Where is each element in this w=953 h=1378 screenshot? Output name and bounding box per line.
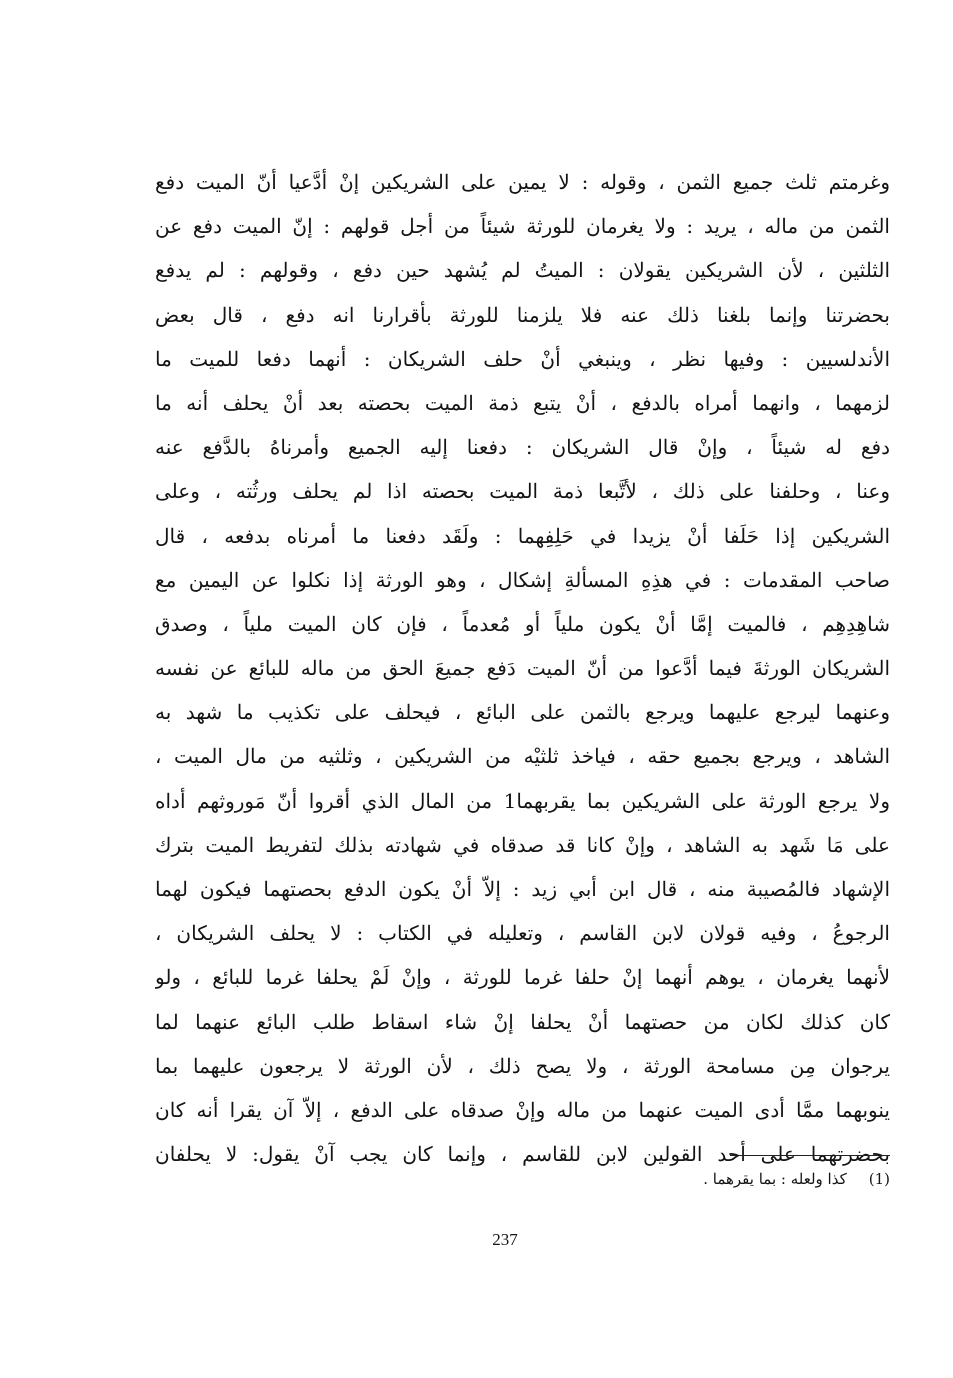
text-line: الأندلسيين : وفيها نظر ، وينبغي أنْ حلف الشريكان : أنهما دفعا للميت ما — [155, 346, 890, 371]
text-line: الشاهد ، ويرجع بجميع حقه ، فياخذ ثلثيْه من الشريكين ، وثلثيه من مال الميت ، — [155, 744, 890, 769]
text-line: يرجوان مِن مسامحة الورثة ، ولا يصح ذلك ، لأن الورثة لا يرجعون عليهما بما — [155, 1053, 890, 1078]
text-line: شاهِدِهِم ، فالميت إمَّا أنْ يكون ملياً أو مُعدماً ، فإن كان الميت ملياً ، وصدق — [155, 611, 890, 636]
text-line: على مَا شَهد به الشاهد ، وإنْ كانا قد صدقاه في شهادته بذلك لتفريط الميت بترك — [155, 832, 890, 857]
text-line: الإشهاد فالمُصيبة منه ، قال ابن أبي زيد : إلاّ أنْ يكون الدفع بحصتهما فيكون لهما — [155, 877, 890, 901]
text-line: وعنا ، وحلفنا على ذلك ، لأتَّبعا ذمة الميت بحصته اذا لم يحلف ورثُته ، وعلى — [155, 479, 890, 504]
text-line: الثمن من ماله ، يريد : ولا يغرمان للورثة شيئاً من أجل قولهم : إنّ الميت دفع عن — [155, 214, 890, 239]
text-line: كان كذلك لكان من حصتهما أنْ يحلفا إنْ شاء اسقاط طلب البائع عنهما لما — [155, 1009, 890, 1034]
footnote-separator — [730, 1155, 890, 1156]
footnote-text: كذا ولعله : بما يقرهما . — [703, 1170, 847, 1188]
text-line: ينوبهما ممَّا أدى الميت عنهما من ماله وإنْ صدقاه على الدفع ، إلاّ آن يقرا أنه كان — [155, 1097, 890, 1122]
text-line: لزمهما ، وانهما أمراه بالدفع ، أنْ يتبع ذمة الميت بحصته بعد أنْ يحلف أنه ما — [155, 390, 890, 415]
text-line: الثلثين ، لأن الشريكين يقولان : الميتُ لم يُشهد حين دفع ، وقولهم : لم يدفع — [155, 258, 890, 283]
text-line: لأنهما يغرمان ، يوهم أنهما إنْ حلفا غرما للورثة ، وإنْ لَمْ يحلفا غرما للبائع ، ولو — [155, 965, 890, 990]
page-number: 237 — [492, 1230, 518, 1249]
footnote-marker: (1) — [868, 1170, 890, 1188]
text-line: بحضرتنا وإنما بلغنا ذلك عنه فلا يلزمنا للورثة بأقرارنا انه دفع ، قال بعض — [155, 302, 890, 327]
text-line: الرجوعُ ، وفيه قولان لابن القاسم ، وتعليله في الكتاب : لا يحلف الشريكان ، — [155, 921, 890, 946]
text-line: بحضرتهما على أحد القولين لابن للقاسم ، وإنما كان يجب آنْ يقول: لا يحلفان — [155, 1142, 890, 1167]
footnote — [560, 1164, 890, 1194]
main-text-block — [155, 160, 890, 1176]
text-line: صاحب المقدمات : في هذِهِ المسألةِ إشكال ، وهو الورثة إذا نكلوا عن اليمين مع — [155, 567, 890, 592]
text-line: دفع له شيئاً ، وإنْ قال الشريكان : دفعنا إليه الجميع وأمرناهُ بالدَّفع عنه — [155, 435, 890, 460]
text-line: وعنهما ليرجع عليهما ويرجع بالثمن على البائع ، فيحلف على تكذيب ما شهد به — [155, 700, 890, 725]
text-line: الشريكين إذا حَلَفا أنْ يزيدا في حَلِفِهما : ولَقَد دفعنا ما أمرناه بدفعه ، قال — [155, 523, 890, 548]
text-line: ولا يرجع الورثة على الشريكين بما يقربهما1 من المال الذي أقروا أنّ مَوروثهم أداه — [155, 788, 890, 813]
text-line: وغرمتم ثلث جميع الثمن ، وقوله : لا يمين على الشريكين إنْ أدَّعيا أنّ الميت دفع — [155, 170, 890, 194]
text-line: الشريكان الورثةَ فيما أدَّعوا من أنّ الميت دَفع جميعَ الحق من ماله للبائع عن نفسه — [155, 656, 890, 681]
